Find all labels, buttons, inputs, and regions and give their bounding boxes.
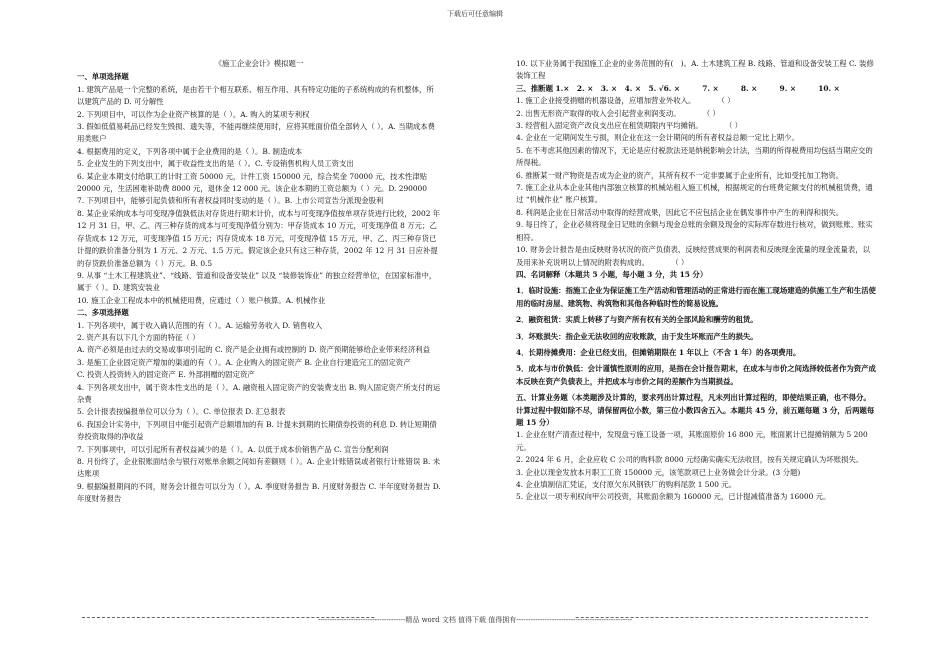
question-item: 3. 经营租入固定资产改良支出应在租赁期限内平均摊销。 （ ） (516, 121, 743, 131)
section-heading: 四、名词解释（本题共 5 小题，每小题 3 分，共 15 分） (516, 269, 708, 279)
question-item: 5. 会计报表按编报单位可以分为（ ）。C. 单位报表 D. 汇总报表 (77, 407, 286, 417)
question-item: 8. 某企业采纳成本与可变现净值孰低法对存货进行期末计价，成本与可变现净值按单项存货进行比较，2002 年 12 月 31 日，甲、乙、丙三种存货的成本与可变现净值分别为：甲存货成本 10 万元，可变现净值 8 万元；乙存货成本 12 万元，可变现净值 15 万元；丙存货成本 18 万元，可变现净值 15 万元，甲、乙、丙三种存货已计提的跌价准备分别为 1 万元、2 万元、1.5 万元。假定该企业只有这三种存货，2002 年 12 月 31 日应补提的存货跌价准备总额为（ ）万元。B. 0.5 (77, 208, 441, 268)
question-item: 五、计算业务题（本类题涉及计算的，要求列出计算过程，凡未列出计算过程的，即使结果正确，也不得分。计算过程中假如除不尽，请保留两位小数，第三位小数四舍五入。本题共 45 分，前五题每题 3 分，后两题每题 15 分） (516, 393, 875, 427)
page-footer: -------------------------------------精品 word 文档 值得下载 值得拥有------------------------------------------------- (317, 616, 633, 624)
question-item: 4. 根据费用的定义，下列各项中属于企业费用的是（ ）。B. 制造成本 (77, 146, 303, 156)
question-item: 2. 2024 年 6 月，企业应收 C 公司的购料款 8000 元经确实确实无法收回，按有关规定确认为坏账损失。 (516, 455, 864, 465)
question-item: 1. 企业在财产清查过程中，发现盘亏施工设备一项，其账面原价 16 800 元，账面累计已提摊销额为 5 200 元。 (516, 430, 868, 452)
question-item: 7. 下列事项中，可以引起所有者权益减少的是（ ）。A. 以低于成本价销售产品 C. 宣告分配利润 (77, 444, 389, 454)
question-item: 6. 某企业本期支付给职工的计时工资 50000 元，计件工资 150000 元，综合奖金 70000 元，技术性津贴 20000 元，生活困难补助费 8000 元，退休金 12 000 元。该企业本期的工资总额为（ ）元。D. 290000 (77, 171, 428, 194)
section-heading: 三、推断题 1.× 2. × 3. × 4. × 5. √6. × 7. × 8. × 9. × 10. × (516, 83, 840, 93)
question-item: 6. 推断某一财产物资是否成为企业的资产，其所有权不一定非要属于企业所有，比如受托加工物资。 (516, 170, 844, 180)
right-column (516, 58, 876, 504)
question-item: 5．成本与市价孰低：会计谨慎性原则的应用，是指在会计报告期末，在成本与市价之间选择较低者作为资产成本反映在资产负债表上，并把成本与市价之间的差额作为当期损益。 (516, 364, 876, 386)
left-column (77, 58, 441, 506)
question-item: 5. 企业以一项专利权向甲公司投资，其账面余额为 160000 元，已计提减值准备为 16000 元。 (516, 492, 831, 502)
question-item: 9. 从事 “土木工程建筑业”、“线路、管道和设备安装业” 以及 “装修装饰业” 的独立经营单位，在国家标准中，属于（ ）。D. 建筑安装业 (77, 270, 437, 293)
question-item: 10. 以下业务属于我国施工企业的业务范围的有( )。A. 土木建筑工程 B. 线路、管道和设备安装工程 C. 装修装饰工程 (516, 59, 874, 81)
page-header: 下载后可任意编辑 (447, 10, 503, 18)
question-item: 4. 下列各项支出中，属于资本性支出的是（ ）。A. 融资租入固定资产的安装费支出 B. 购入固定资产所支付的运杂费 (77, 382, 441, 404)
question-item: 3. 假如低值易耗品已经发生毁损、遗失等，不能再继续使用时，应将其账面价值全部转入（ ）。A. 当期成本费用类账户 (77, 122, 436, 144)
question-item: 10. 财务会计报告是由反映财务状况的资产负债表、反映经营成果的利润表和反映现金流量的现金流量表，以及用来补充说明以上情况的附表构成的。 （ ） (516, 245, 871, 267)
question-item: 3．坏账损失：指企业无法收回的应收账款，由于发生坏账而产生的损失。 (516, 331, 758, 341)
question-item: 8. 月份终了，企业银账面结余与银行对账单余额之间如有差额则（ ）。A. 企业计账错误或者银行计账错误 B. 未达账项 (77, 457, 441, 479)
question-item: 1. 建筑产品是一个完整的系统，是由若干个相互联系、相互作用、具有特定功能的子系统构成的有机整体，所以建筑产品的 D. 可分解性 (77, 84, 434, 107)
question-item: 10. 施工企业工程成本中的机械使用费，应通过（ ）账户核算。A. 机械作业 (77, 295, 326, 305)
question-item: 1. 施工企业接受捐赠的机器设备，应增加营业外收入。 （ ） (516, 96, 735, 106)
question-item: 6. 我国会计实务中，下列项目中能引起资产总额增加的有 B. 计提未到期的长期债券投资的利息 D. 转让短期债券投资取得的净收益 (77, 419, 437, 442)
question-item: 1. 下列各项中，属于收入确认范围的有（ ）。A. 运输劳务收入 D. 销售收入 (77, 320, 323, 330)
question-item: 2. 下列项目中，可以作为企业资产核算的是（ ）。A. 购入的某项专利权 (77, 109, 310, 119)
question-item: 2. 出售无形资产取得的收入会引起营业利润变动。 （ ） (516, 108, 720, 118)
question-item: 2．融资租赁：实质上转移了与资产所有权有关的全部风险和酬劳的租赁。 (516, 315, 758, 325)
question-item: A. 资产必须是由过去的交易或事项引起的 C. 资产是企业拥有或控制的 D. 资产预期能够给企业带来经济利益 (77, 345, 430, 355)
question-item: 2. 资产具有以下几个方面的特征（ ） (77, 332, 200, 342)
question-item: 7. 施工企业从本企业其他内部独立核算的机械站租入施工机械，根据规定的台班费定额支付的机械租赁费，通过 “机械作业” 账户核算。 (516, 183, 873, 205)
question-item: 3. 是施工企业固定资产增加的渠道的有（ ）。A. 企业购入的固定资产 B. 企业自行建造完工的固定资产 (77, 357, 411, 367)
question-item: 4. 企业填制信汇凭证，支付原欠东风钢铁厂的购料尾款 1 500 元。 (516, 480, 737, 489)
question-item: 3. 企业以现金发放本月职工工资 150000 元，该笔款项已上业务做会计分录。(3 分题) (516, 467, 801, 477)
question-item: 5. 在不考虑其他因素的情况下，无论是应付税款法还是纳税影响会计法，当期的所得税费用均包括当期应交的所得税。 (516, 145, 873, 168)
question-item: 9. 每日终了，企业必须将现金日记账的余额与现金总账的余额及现金的实际库存数进行核对，做到账账、账实相符。 (516, 220, 873, 242)
document-title: 《施工企业会计》模拟题一 (214, 59, 304, 68)
question-item: 4．长期待摊费用：企业已经支出，但摊销期限在 1 年以上（不含 1 年）的各项费用。 (516, 347, 801, 357)
question-item: 8. 利润是企业在日常活动中取得的经营成果，因此它不应包括企业在偶发事件中产生的利得和损失。 (516, 207, 844, 217)
question-item: C. 投资人投资转入的固定资产 E. 外部捐赠的固定资产 (77, 370, 255, 380)
section-heading: 二、多项选择题 (77, 308, 129, 318)
question-item: 9. 根据编报期间的不同，财务会计报告可以分为（ ）。A. 季度财务报告 B. 月度财务报告 C. 半年度财务报告 D. 年度财务报告 (77, 481, 441, 504)
question-item: 7. 下列项目中，能够引起负债和所有者权益同时变动的是（ ）。B. 上市公司宣告分派现金股利 (77, 196, 384, 206)
question-item: 1．临时设施：指施工企业为保证施工生产活动和管理活动的正常进行而在施工现场建造的供施工生产和生活使用的临时房屋、建筑物、构筑物和其他各种临时性的简易设施。 (516, 286, 876, 308)
question-item: 5. 企业发生的下列支出中，属于收益性支出的是（ ）。C. 专设销售机构人员工资支出 (77, 159, 354, 169)
section-heading: 一、单项选择题 (77, 72, 129, 82)
question-item: 4. 企业在一定期间发生亏损，则企业在这一会计期间的所有者权益总额一定比上期少。 (516, 133, 799, 143)
